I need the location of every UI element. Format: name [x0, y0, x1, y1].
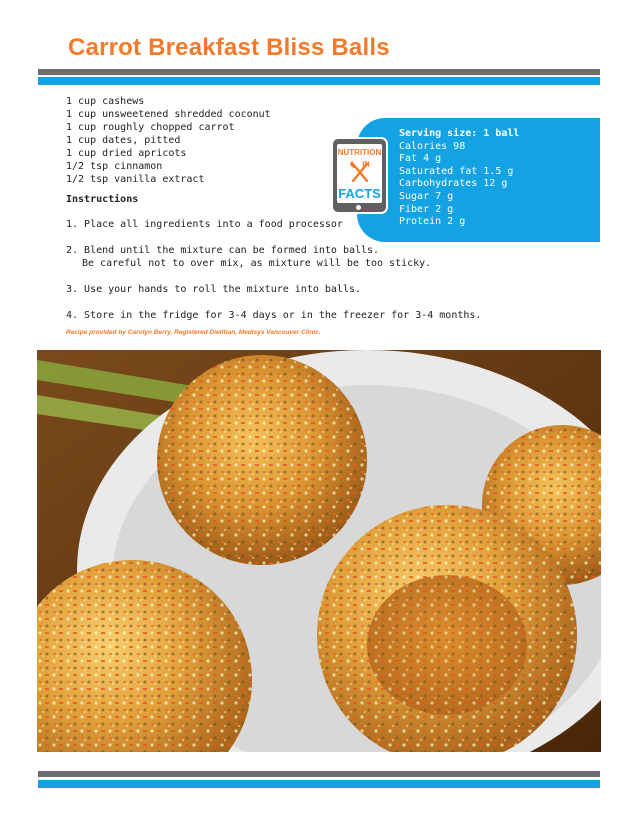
- ingredient-item: 1 cup dates, pitted: [66, 135, 181, 146]
- ingredient-item: 1 cup roughly chopped carrot: [66, 122, 235, 133]
- recipe-photo: [37, 350, 601, 752]
- recipe-title: Carrot Breakfast Bliss Balls: [68, 34, 390, 61]
- bottom-divider-blue: [38, 780, 600, 788]
- tablet-home-button: [356, 205, 361, 210]
- top-divider-blue: [38, 77, 600, 85]
- bottom-divider-grey: [38, 771, 600, 777]
- instruction-step: [66, 244, 481, 270]
- nutrition-fact: Carbohydrates 12 g: [399, 178, 508, 190]
- nutrition-fact: Fat 4 g: [399, 153, 442, 165]
- nutrition-fact: Calories 98: [399, 140, 466, 152]
- step-continuation: Be careful not to over mix, as mixture will be too sticky.: [82, 258, 432, 269]
- nutrition-facts-list: [399, 128, 519, 229]
- nutrition-fact: Protein 2 g: [399, 216, 466, 228]
- ingredient-item: 1/2 tsp cinnamon: [66, 161, 163, 172]
- step-text: 4. Store in the fridge for 3-4 days or in the freezer for 3-4 months.: [66, 310, 482, 321]
- ingredient-list: [66, 95, 271, 186]
- tablet-screen: [337, 144, 382, 203]
- nutrition-fact: Saturated fat 1.5 g: [399, 165, 514, 177]
- serving-size: Serving size: 1 ball: [399, 128, 520, 139]
- nutrition-fact: Sugar 7 g: [399, 190, 454, 202]
- instruction-step: [66, 309, 481, 322]
- badge-label-bottom: FACTS: [338, 186, 381, 201]
- nutrition-fact: Fiber 2 g: [399, 203, 454, 215]
- badge-label-top: NUTRITION: [337, 148, 382, 157]
- step-text: 2. Blend until the mixture can be formed into balls.: [66, 245, 380, 256]
- recipe-credit: Recipe provided by Carolyn Berry, Registered Dietitian, Medisys Vancouver Clinic.: [66, 329, 321, 336]
- ingredient-item: 1/2 tsp vanilla extract: [66, 174, 205, 185]
- ingredient-item: 1 cup unsweetened shredded coconut: [66, 109, 271, 120]
- ingredient-item: 1 cup cashews: [66, 96, 145, 107]
- instruction-step: [66, 283, 481, 296]
- instructions-heading: Instructions: [66, 194, 139, 205]
- step-text: 3. Use your hands to roll the mixture into balls.: [66, 284, 362, 295]
- top-divider-grey: [38, 69, 600, 75]
- fork-knife-icon: [349, 160, 371, 184]
- nutrition-tablet-icon: [331, 137, 388, 214]
- ingredient-item: 1 cup dried apricots: [66, 148, 187, 159]
- step-text: 1. Place all ingredients into a food processor: [66, 219, 343, 230]
- bliss-balls-photo: [37, 350, 601, 752]
